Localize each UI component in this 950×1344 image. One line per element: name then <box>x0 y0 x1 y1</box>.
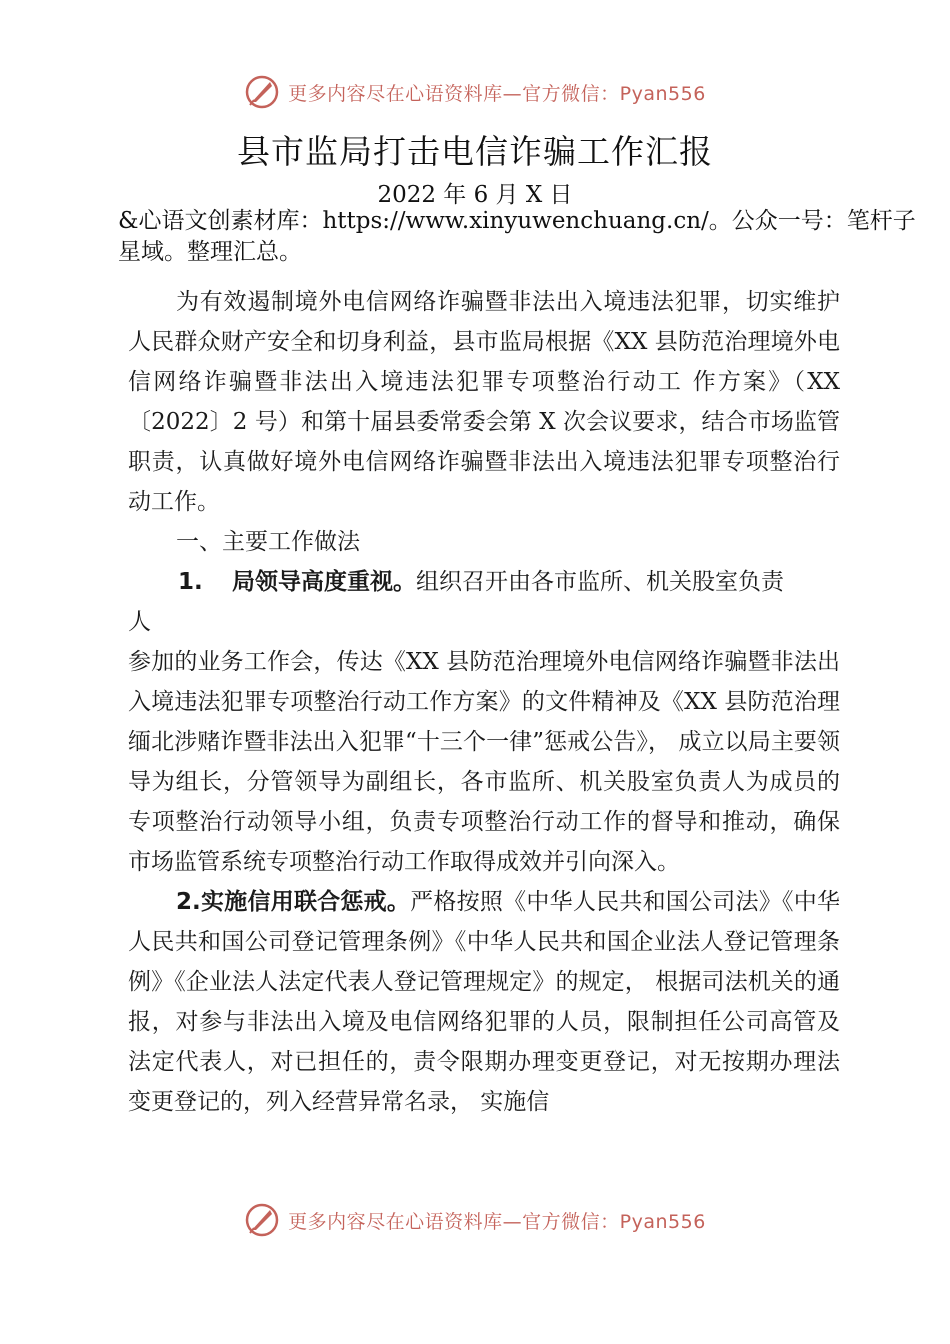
item-2-lead: 2.实施信用联合惩戒。 <box>176 889 411 915</box>
watermark-text: 更多内容尽在心语资料库—官方微信：Pyan556 <box>288 82 706 105</box>
watermark-text: 更多内容尽在心语资料库—官方微信：Pyan556 <box>288 1210 706 1233</box>
item-2-text: 严格按照《中华人民共和国公司法》《中华人民共和国公司登记管理条例》《中华人民共和国企业法人登记管理条例》《企业法人法定代表人登记管理规定》的规定， 根据司法机关的通报，对参与非法出入境及电信网络犯罪的人员，限制担任公司高管及法定代表人，对已担任的，责令限期办理变更登记，对无按期办理法变更登记的，列入经营异常名录， 实施信 <box>128 889 840 1115</box>
document-title: 县市监局打击电信诈骗工作汇报 <box>237 132 713 171</box>
document-date: 2022 年 6 月 X 日 <box>377 182 573 208</box>
watermark-banner-top <box>0 70 950 114</box>
section-heading: 一、主要工作做法 <box>176 529 360 555</box>
item-1-first-text: 组织召开由各市监所、机关股室负责 <box>416 569 784 595</box>
item-1-first-line <box>128 562 840 602</box>
watermark-banner-bottom <box>0 1198 950 1242</box>
document-body <box>128 282 840 1122</box>
intro-paragraph: 为有效遏制境外电信网络诈骗暨非法出入境违法犯罪，切实维护人民群众财产安全和切身利益，县市监局根据《XX 县防范治理境外电信网络诈骗暨非法出入境违法犯罪专项整治行动工 作方案》（XX〔2022〕2 号）和第十届县委常委会第 X 次会议要求，结合市场监管职责，认真做好境外电信网络诈骗暨非法出入境违法犯罪专项整治行动工作。 <box>128 289 840 515</box>
quill-logo-icon <box>244 1202 280 1238</box>
source-note: &心语文创素材库：https://www.xinyuwenchuang.cn/。公众一号：笔杆子星域。整理汇总。 <box>118 208 916 265</box>
quill-logo-icon <box>244 74 280 110</box>
item-1-lone-char: 人 <box>128 609 151 635</box>
item-1-number: 1. <box>178 569 203 595</box>
item-2-paragraph <box>128 882 840 1122</box>
item-1-continuation: 参加的业务工作会，传达《XX 县防范治理境外电信网络诈骗暨非法出入境违法犯罪专项整治行动工作方案》的文件精神及《XX 县防范治理缅北涉赌诈暨非法出入犯罪“十三个一律”惩戒公告》， 成立以局主要领导为组长，分管领导为副组长，各市监所、机关股室负责人为成员的专项整治行动领导小组，负责专项整治行动工作的督导和推动，确保市场监管系统专项整治行动工作取得成效并引向深入。 <box>128 649 840 875</box>
item-1-lead: 局领导高度重视。 <box>232 569 416 595</box>
